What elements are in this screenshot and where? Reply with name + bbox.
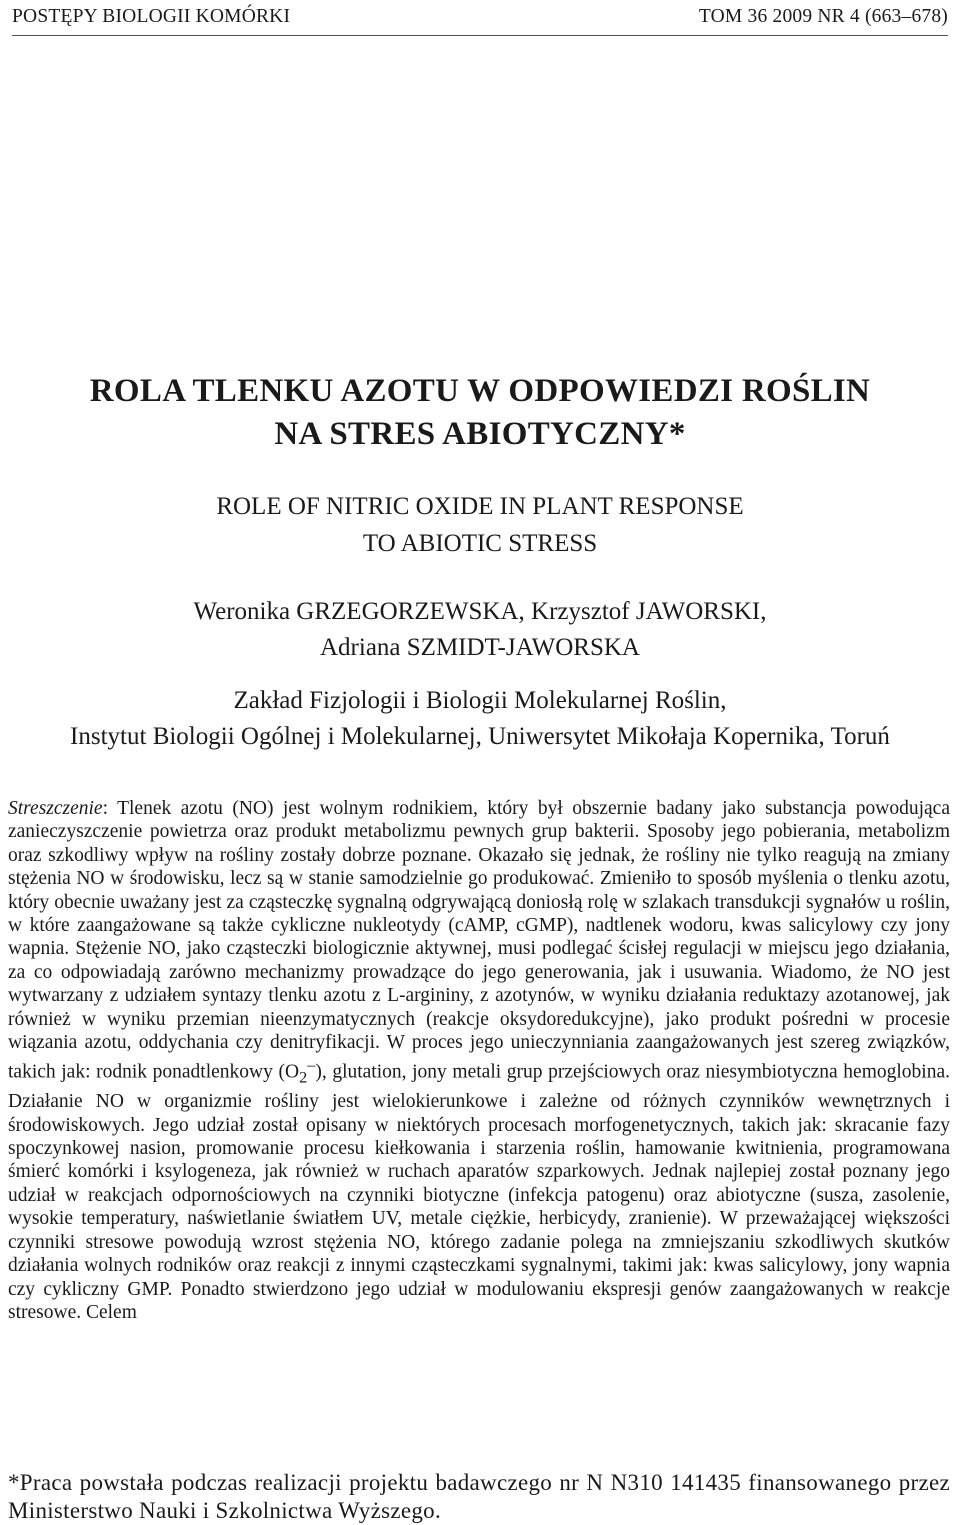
abstract-text-2: ), glutation, jony metali grup przejściowych oraz niesymbiotyczna hemoglobina. Działanie NO w organizmie rośliny jest wielokierunkowe i zależne od różnych czynników wewnętrznych i środowiskowych. Jego udział został opisany w niektórych procesach morfogenetycznych, takich jak: skracanie fazy spoczynkowej nasion, promowanie procesu kiełkowania i starzenia roślin, hamowanie kwitnienia, programowana śmierć komórki i ksylogeneza, jak również w ruchach aparatów szparkowych. Jednak najlepiej został poznany jego udział w reakcjach odpornościowych na czynniki biotyczne (infekcja patogenu) oraz abiotyczne (susza, zasolenie, wysokie temperatury, naświetlanie światłem UV, metale ciężkie, herbicydy, zranienie). W przeważającej większości czynniki stresowe powodują wzrost stężenia NO, którego zadanie polega na zmniejszaniu szkodliwych skutków działania wolnych rodników oraz reakcji z innymi cząsteczkami sygnalnymi, takimi jak: kwas salicylowy, jony wapnia czy cykliczny GMP. Ponadto stwierdzono jego udział w modulowaniu ekspresji genów zaangażowanych w reakcje stresowe. Celem — [8, 1061, 950, 1323]
title-line-2: NA STRES ABIOTYCZNY* — [274, 416, 686, 452]
footnote: *Praca powstała podczas realizacji projektu badawczego nr N N310 141435 finansowanego przez Ministerstwo Nauki i Szkolnictwa Wyższego. — [8, 1470, 950, 1523]
abstract-superscript: – — [307, 1056, 316, 1075]
volume-info: TOM 36 2009 NR 4 (663–678) — [698, 6, 948, 27]
running-header — [12, 6, 948, 36]
subtitle-line-1: ROLE OF NITRIC OXIDE IN PLANT RESPONSE — [216, 493, 744, 520]
author-list — [0, 594, 960, 666]
authors-line-1: Weronika GRZEGORZEWSKA, Krzysztof JAWORSKI, — [193, 598, 767, 625]
affiliation — [0, 683, 960, 755]
article-title-pl — [0, 370, 960, 456]
article-title-en — [0, 488, 960, 562]
subtitle-line-2: TO ABIOTIC STRESS — [362, 530, 598, 557]
affiliation-line-2: Instytut Biologii Ogólnej i Molekularnej, Uniwersytet Mikołaja Kopernika, Toruń — [70, 723, 890, 750]
abstract-text-1: : Tlenek azotu (NO) jest wolnym rodnikiem, który był obszernie badany jako substancja powodująca zanieczyszczenie powietrza oraz produkt metabolizmu pewnych grup bakterii. Sposoby jego pobierania, metabolizm oraz szkodliwy wpływ na rośliny zostały dobrze poznane. Okazało się jednak, że rośliny nie tylko reagują na zmiany stężenia NO w środowisku, lecz są w stanie samodzielnie go produkować. Zmieniło to sposób myślenia o tlenku azotu, który obecnie uważany jest za cząsteczkę sygnalną odgrywającą doniosłą rolę w szlakach transdukcji sygnałów u roślin, w które zaangażowane są także cykliczne nukleotydy (cAMP, cGMP), nadtlenek wodoru, kwas salicylowy czy jony wapnia. Stężenie NO, jako cząsteczki biologicznie aktywnej, musi podlegać ścisłej regulacji w miejscu jego działania, za co odpowiadają zarówno mechanizmy prowadzące do jego generowania, jak i usuwania. Wiadomo, że NO jest wytwarzany z udziałem syntazy tlenku azotu z L-argininy, z azotynów, w wyniku działania reduktazy azotanowej, jak również w wyniku przemian nieenzymatycznych (reakcje oksydoredukcyjne), jako produkt pośredni w procesie wiązania azotu, oddychania czy denitryfikacji. W proces jego unieczynniania zaangażowanych jest szereg związków, takich jak: rodnik ponadtlenkowy (O — [8, 798, 950, 1083]
affiliation-line-1: Zakład Fizjologii i Biologii Molekularnej Roślin, — [233, 687, 727, 714]
journal-name: POSTĘPY BIOLOGII KOMÓRKI — [12, 6, 291, 27]
abstract-subscript: 2 — [299, 1068, 308, 1087]
abstract-label: Streszczenie — [8, 798, 103, 819]
authors-line-2: Adriana SZMIDT-JAWORSKA — [320, 634, 640, 661]
abstract — [8, 797, 950, 1324]
title-line-1: ROLA TLENKU AZOTU W ODPOWIEDZI ROŚLIN — [89, 373, 871, 409]
